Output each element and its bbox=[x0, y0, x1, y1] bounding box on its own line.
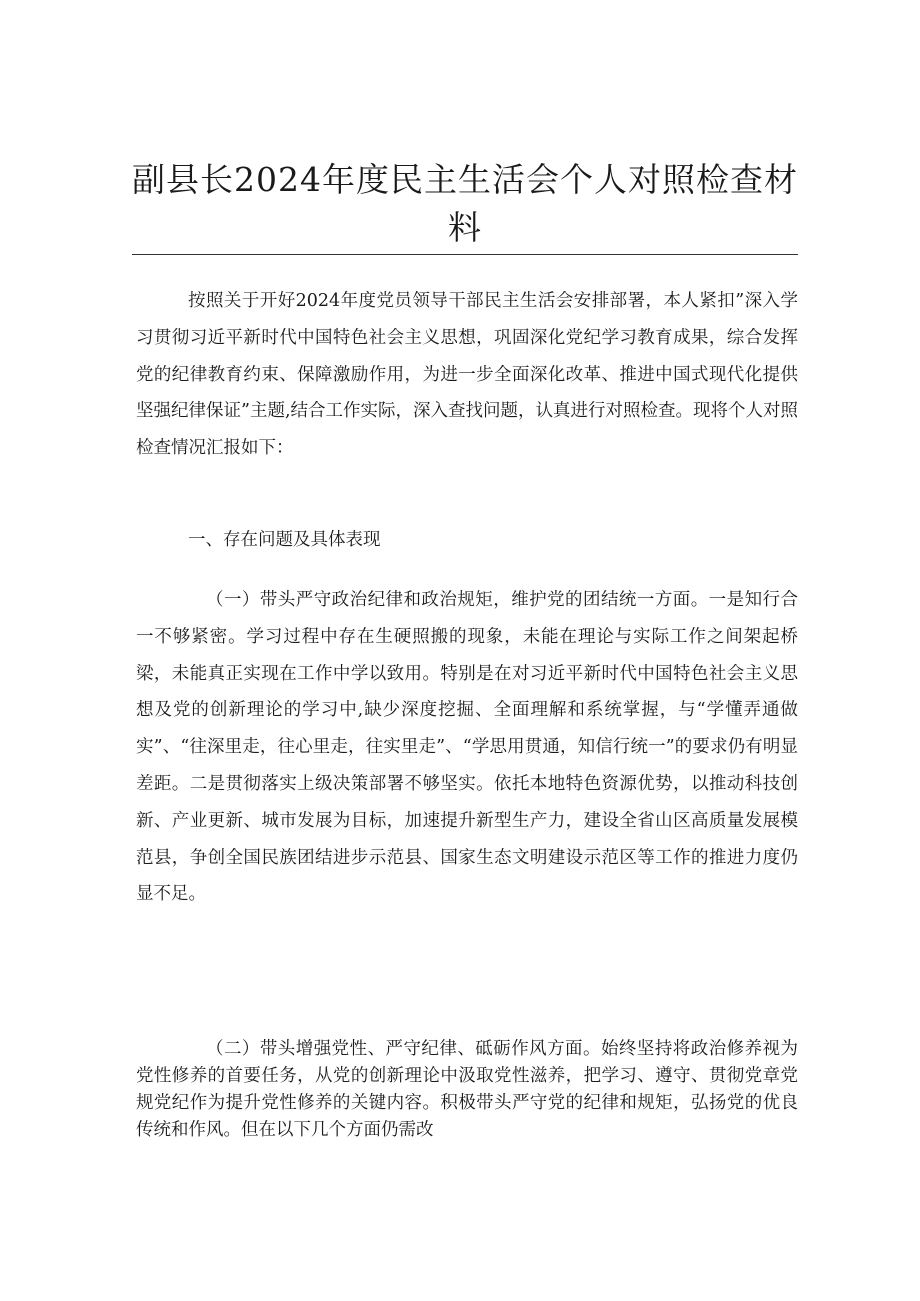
document-title-line1: 副县长2024年度民主生活会个人对照检查材 bbox=[132, 160, 798, 199]
title-underline bbox=[132, 254, 798, 255]
problem-paragraph-1: （一）带头严守政治纪律和政治规矩，维护党的团结统一方面。一是知行合一不够紧密。学习过程中存在生硬照搬的现象，未能在理论与实际工作之间架起桥梁，未能真正实现在工作中学以致用。特别是在对习近平新时代中国特色社会主义思想及党的创新理论的学习中,缺少深度挖掘、全面理解和系统掌握，与“学懂弄通做实”、“往深里走，往心里走，往实里走”、“学思用贯通，知信行统一”的要求仍有明显差距。二是贯彻落实上级决策部署不够坚实。依托本地特色资源优势，以推动科技创新、产业更新、城市发展为目标，加速提升新型生产力，建设全省山区高质量发展模范县，争创全国民族团结进步示范县、国家生态文明建设示范区等工作的推进力度仍显不足。 bbox=[136, 590, 798, 905]
document-title-line2: 料 bbox=[448, 208, 482, 247]
document-title bbox=[132, 156, 798, 252]
intro-paragraph: 按照关于开好2024年度党员领导干部民主生活会安排部署，本人紧扣”深入学习贯彻习近平新时代中国特色社会主义思想，巩固深化党纪学习教育成果，综合发挥党的纪律教育约束、保障激励作用，为进一步全面深化改革、推进中国式现代化提供坚强纪律保证”主题,结合工作实际，深入查找问题，认真进行对照检查。现将个人对照检查情况汇报如下： bbox=[136, 291, 799, 459]
section1-heading: 一、存在问题及具体表现 bbox=[188, 530, 381, 550]
problem-paragraph-2: （二）带头增强党性、严守纪律、砥砺作风方面。始终坚持将政治修养视为党性修养的首要任务，从党的创新理论中汲取党性滋养，把学习、遵守、贯彻党章党规党纪作为提升党性修养的关键内容。积极带头严守党的纪律和规矩，弘扬党的优良传统和作风。但在以下几个方面仍需改 bbox=[136, 1039, 798, 1140]
